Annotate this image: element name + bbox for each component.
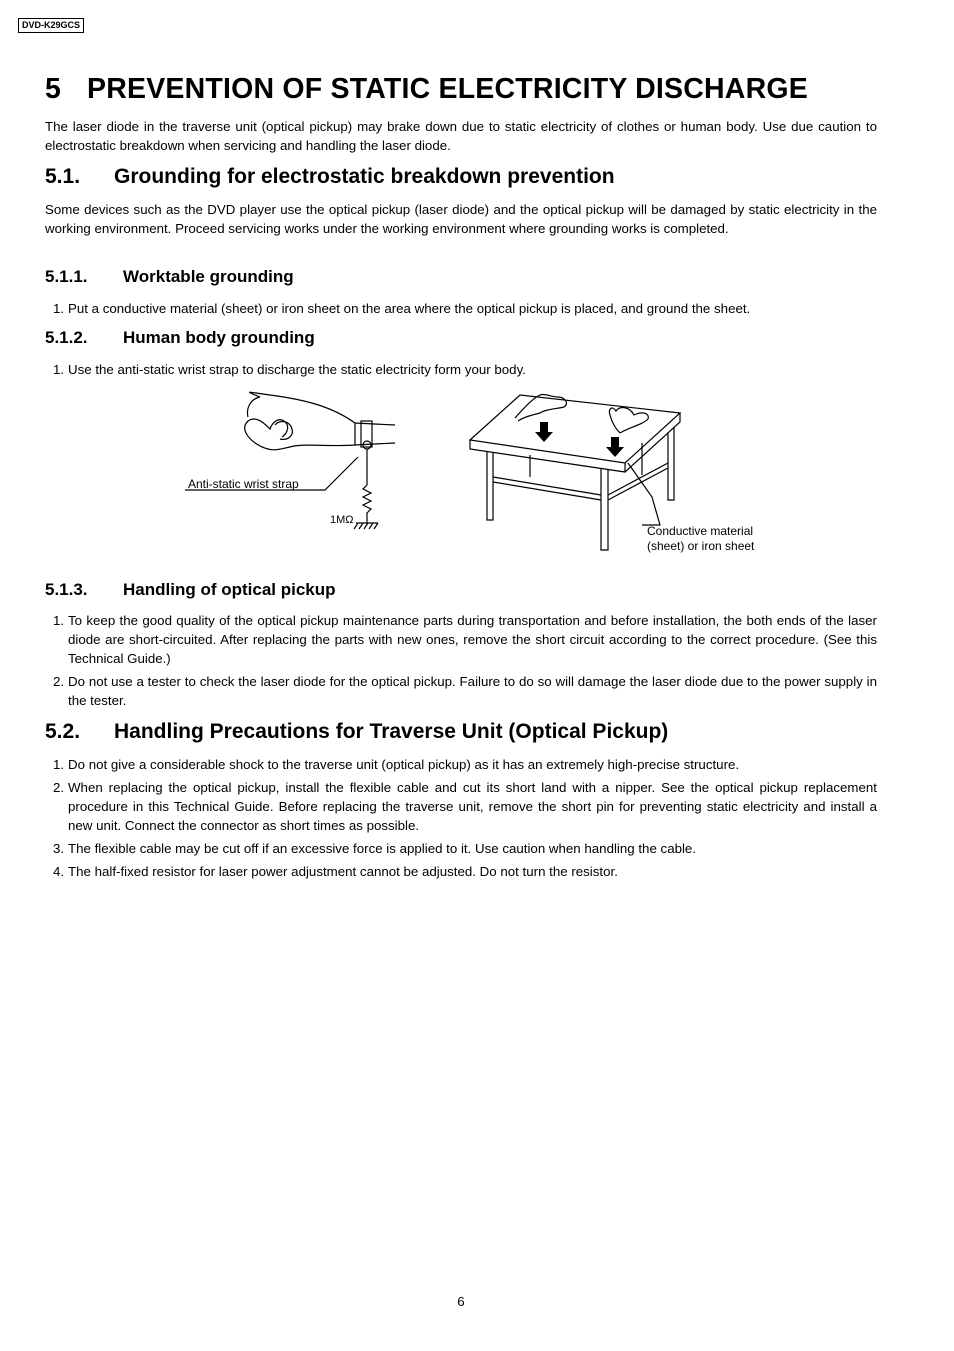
- list-item-text: Do not use a tester to check the laser diode for the optical pickup. Failure to do so will damage the laser diode due to the power supply in the tester.: [68, 674, 877, 708]
- list-5-1-3: [45, 611, 877, 714]
- heading-5-1: [45, 165, 615, 189]
- heading-number: 5.2.: [45, 720, 81, 743]
- ground-symbol: [354, 523, 378, 529]
- table-leg: [601, 469, 608, 550]
- heading-number: 5.1.: [45, 165, 81, 188]
- list-item: [45, 299, 877, 318]
- heading-number: 5.1.3.: [45, 580, 88, 599]
- page-title: [45, 73, 808, 106]
- list-item-text: The half-fixed resistor for laser power adjustment cannot be adjusted. Do not turn the resistor.: [68, 864, 618, 879]
- paragraph-5-1: Some devices such as the DVD player use the optical pickup (laser diode) and the optical pickup will be damaged by static electricity in the working environment. Proceed servicing works under the working environment where grounding works is completed.: [45, 202, 877, 236]
- list-item-text: To keep the good quality of the optical pickup maintenance parts during transportation and before installation, the both ends of the laser diode are short-circuited. After replacing the parts with new ones, remove the short circuit according to the correct procedure. (See this Technical Guide.): [68, 613, 877, 666]
- list-item: [45, 755, 877, 774]
- list-item-text: Put a conductive material (sheet) or iron sheet on the area where the optical pickup is placed, and ground the sheet.: [68, 301, 751, 316]
- heading-5-1-2: [45, 328, 315, 348]
- list-item: [45, 839, 877, 858]
- list-item-number: 2.: [53, 780, 65, 795]
- sheet-label-2: (sheet) or iron sheet: [647, 539, 755, 553]
- list-item: [45, 360, 877, 379]
- ground-lead: [363, 449, 371, 523]
- list-item-number: 4.: [53, 864, 65, 879]
- heading-5-1-3: [45, 580, 336, 600]
- table-top: [470, 395, 680, 463]
- leader-line: [628, 463, 660, 525]
- heading-text: Worktable grounding: [123, 267, 294, 286]
- list-5-2: [45, 755, 877, 885]
- list-item-number: 3.: [53, 841, 65, 856]
- heading-number: 5.1.1.: [45, 267, 88, 286]
- section-title: PREVENTION OF STATIC ELECTRICITY DISCHARGE: [87, 73, 808, 105]
- list-item-text: Do not give a considerable shock to the traverse unit (optical pickup) as it has an extremely high-precise structure.: [68, 757, 740, 772]
- left-hand: [515, 394, 566, 421]
- list-item-text: The flexible cable may be cut off if an excessive force is applied to it. Use caution when handling the cable.: [68, 841, 697, 856]
- list-item: [45, 672, 877, 710]
- heading-5-1-1: [45, 267, 294, 287]
- model-tag: DVD-K29GCS: [18, 18, 84, 33]
- strap-label: Anti-static wrist strap: [188, 477, 299, 491]
- table-leg: [487, 451, 493, 520]
- list-item-number: 2.: [53, 674, 65, 689]
- list-5-1-1: [45, 299, 877, 322]
- sheet-label-1: Conductive material: [647, 524, 754, 538]
- intro-paragraph: The laser diode in the traverse unit (optical pickup) may brake down due to static electricity of clothes or human body. Use due caution to electrostatic breakdown when servicing and handling the laser diode.: [45, 119, 877, 153]
- heading-text: Human body grounding: [123, 328, 315, 347]
- heading-text: Handling Precautions for Traverse Unit (Optical Pickup): [114, 720, 669, 743]
- list-5-1-2: [45, 360, 877, 383]
- right-hand: [609, 408, 648, 433]
- heading-number: 5.1.2.: [45, 328, 88, 347]
- down-arrow-icon: [606, 437, 624, 457]
- heading-text: Grounding for electrostatic breakdown prevention: [114, 165, 615, 188]
- wrist-strap-drawing: [185, 392, 395, 529]
- list-item: [45, 611, 877, 668]
- list-item: [45, 862, 877, 881]
- list-item-number: 1.: [53, 613, 65, 628]
- list-item-number: 1.: [53, 757, 65, 772]
- table-leg: [668, 427, 674, 500]
- resistor-label: 1MΩ: [330, 514, 354, 526]
- heading-5-2: [45, 720, 668, 744]
- list-item-text: When replacing the optical pickup, install the flexible cable and cut its short land with a nipper. See the optical pickup replacement procedure in this Technical Guide. Before replacing the traverse unit, remove the short pin for preventing static electricity and install a new unit. Connect the connector as short times as possible.: [68, 780, 877, 833]
- list-item: [45, 778, 877, 835]
- down-arrow-icon: [535, 422, 553, 442]
- grounding-illustration: [180, 385, 780, 560]
- list-item-text: Use the anti-static wrist strap to discharge the static electricity form your body.: [68, 362, 526, 377]
- list-item-number: 1.: [53, 362, 65, 377]
- list-item-number: 1.: [53, 301, 65, 316]
- section-number: 5: [45, 73, 62, 105]
- hand-drawing: [245, 392, 355, 450]
- page-number: 6: [457, 1294, 465, 1309]
- heading-text: Handling of optical pickup: [123, 580, 336, 599]
